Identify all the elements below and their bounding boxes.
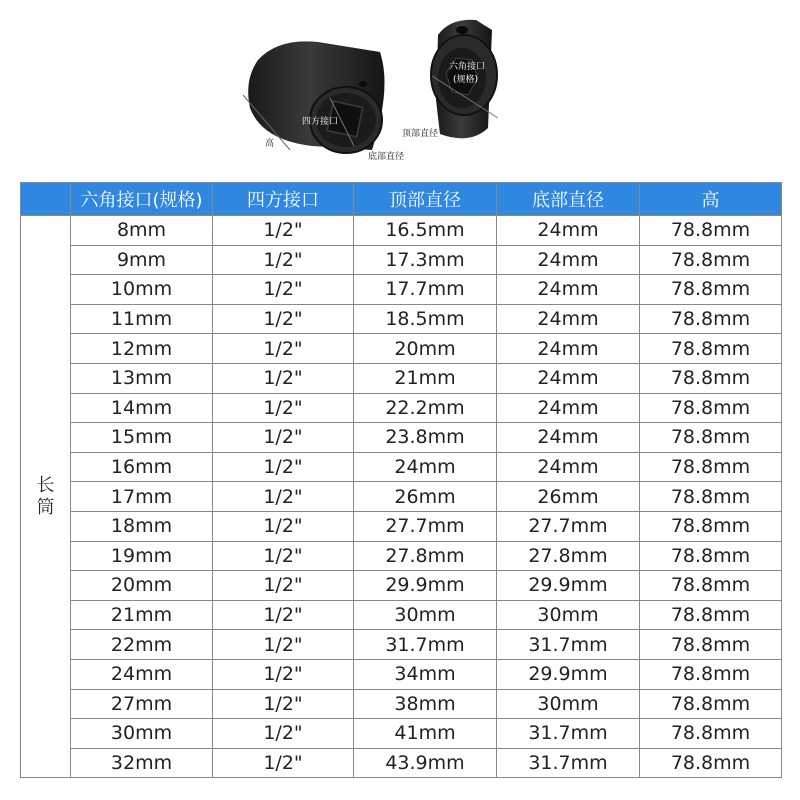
top-diameter-cell: 21mm: [354, 363, 497, 393]
square-drive-cell: 1/2": [213, 541, 354, 571]
square-drive-cell: 1/2": [213, 363, 354, 393]
header-hex-spec: 六角接口(规格): [71, 183, 213, 216]
top-diameter-cell: 20mm: [354, 334, 497, 364]
table-row: [21, 334, 782, 364]
bottom-diameter-cell: 31.7mm: [497, 748, 640, 778]
hex-spec-cell: 24mm: [71, 659, 213, 689]
height-cell: 78.8mm: [640, 630, 782, 660]
square-drive-cell: 1/2": [213, 571, 354, 601]
table-header-row: [21, 183, 782, 216]
header-height: 高: [640, 183, 782, 216]
top-diameter-cell: 22.2mm: [354, 393, 497, 423]
square-drive-cell: 1/2": [213, 334, 354, 364]
square-drive-cell: 1/2": [213, 245, 354, 275]
top-diameter-cell: 27.8mm: [354, 541, 497, 571]
square-drive-cell: 1/2": [213, 304, 354, 334]
label-spec: (规格): [453, 75, 479, 85]
bottom-diameter-cell: 24mm: [497, 245, 640, 275]
hex-spec-cell: 17mm: [71, 482, 213, 512]
bottom-diameter-cell: 24mm: [497, 334, 640, 364]
top-diameter-cell: 18.5mm: [354, 304, 497, 334]
bottom-diameter-cell: 24mm: [497, 393, 640, 423]
square-drive-cell: 1/2": [213, 275, 354, 305]
square-drive-cell: 1/2": [213, 393, 354, 423]
square-drive-cell: 1/2": [213, 423, 354, 453]
table-row: [21, 363, 782, 393]
table-row: [21, 689, 782, 719]
height-cell: 78.8mm: [640, 571, 782, 601]
label-square-drive: 四方接口: [302, 117, 339, 127]
hex-spec-cell: 32mm: [71, 748, 213, 778]
square-drive-cell: 1/2": [213, 689, 354, 719]
table-row: [21, 304, 782, 334]
table-row: [21, 275, 782, 305]
top-diameter-cell: 31.7mm: [354, 630, 497, 660]
height-cell: 78.8mm: [640, 482, 782, 512]
height-cell: 78.8mm: [640, 304, 782, 334]
bottom-diameter-cell: 24mm: [497, 423, 640, 453]
table-row: [21, 482, 782, 512]
top-diameter-cell: 17.7mm: [354, 275, 497, 305]
square-drive-cell: 1/2": [213, 511, 354, 541]
table-row: [21, 511, 782, 541]
top-diameter-cell: 26mm: [354, 482, 497, 512]
bottom-diameter-cell: 29.9mm: [497, 571, 640, 601]
table-row: [21, 571, 782, 601]
bottom-diameter-cell: 29.9mm: [497, 659, 640, 689]
hex-spec-cell: 11mm: [71, 304, 213, 334]
height-cell: 78.8mm: [640, 659, 782, 689]
square-drive-cell: 1/2": [213, 630, 354, 660]
header-bottom-diameter: 底部直径: [497, 183, 640, 216]
hex-spec-cell: 27mm: [71, 689, 213, 719]
height-cell: 78.8mm: [640, 689, 782, 719]
bottom-diameter-cell: 24mm: [497, 363, 640, 393]
top-diameter-cell: 38mm: [354, 689, 497, 719]
height-cell: 78.8mm: [640, 245, 782, 275]
hex-spec-cell: 19mm: [71, 541, 213, 571]
bottom-diameter-cell: 26mm: [497, 482, 640, 512]
hex-spec-cell: 13mm: [71, 363, 213, 393]
hex-spec-cell: 21mm: [71, 600, 213, 630]
bottom-diameter-cell: 24mm: [497, 275, 640, 305]
bottom-diameter-cell: 30mm: [497, 689, 640, 719]
top-diameter-cell: 16.5mm: [354, 216, 497, 246]
square-drive-cell: 1/2": [213, 482, 354, 512]
hex-spec-cell: 20mm: [71, 571, 213, 601]
height-cell: 78.8mm: [640, 748, 782, 778]
table-row: [21, 245, 782, 275]
height-cell: 78.8mm: [640, 393, 782, 423]
height-cell: 78.8mm: [640, 334, 782, 364]
hex-spec-cell: 8mm: [71, 216, 213, 246]
bottom-diameter-cell: 31.7mm: [497, 630, 640, 660]
hex-spec-cell: 9mm: [71, 245, 213, 275]
hex-spec-cell: 30mm: [71, 719, 213, 749]
height-cell: 78.8mm: [640, 216, 782, 246]
bottom-diameter-cell: 31.7mm: [497, 719, 640, 749]
hex-spec-cell: 22mm: [71, 630, 213, 660]
header-square-drive: 四方接口: [213, 183, 354, 216]
group-label-char: 长: [36, 474, 55, 496]
square-drive-cell: 1/2": [213, 600, 354, 630]
top-diameter-cell: 34mm: [354, 659, 497, 689]
square-drive-cell: 1/2": [213, 216, 354, 246]
hex-spec-cell: 10mm: [71, 275, 213, 305]
group-label-char: 筒: [36, 496, 55, 518]
table-row: [21, 541, 782, 571]
top-diameter-cell: 27.7mm: [354, 511, 497, 541]
bottom-diameter-cell: 24mm: [497, 452, 640, 482]
hex-spec-cell: 14mm: [71, 393, 213, 423]
height-cell: 78.8mm: [640, 363, 782, 393]
top-diameter-cell: 30mm: [354, 600, 497, 630]
table-row: [21, 748, 782, 778]
height-cell: 78.8mm: [640, 719, 782, 749]
height-cell: 78.8mm: [640, 452, 782, 482]
height-cell: 78.8mm: [640, 275, 782, 305]
height-cell: 78.8mm: [640, 511, 782, 541]
height-cell: 78.8mm: [640, 541, 782, 571]
table-row: [21, 393, 782, 423]
table-row: [21, 423, 782, 453]
label-hex-port: 六角接口: [449, 62, 486, 72]
top-diameter-cell: 43.9mm: [354, 748, 497, 778]
table-row: [21, 216, 782, 246]
label-height: 高: [265, 139, 275, 149]
label-bottom-diameter: 底部直径: [368, 152, 405, 162]
label-top-diameter: 顶部直径: [402, 129, 439, 139]
top-diameter-cell: 23.8mm: [354, 423, 497, 453]
square-drive-cell: 1/2": [213, 659, 354, 689]
square-drive-cell: 1/2": [213, 748, 354, 778]
bottom-diameter-cell: 27.7mm: [497, 511, 640, 541]
hex-spec-cell: 15mm: [71, 423, 213, 453]
hex-spec-cell: 12mm: [71, 334, 213, 364]
bottom-diameter-cell: 24mm: [497, 304, 640, 334]
spec-table: [20, 182, 782, 778]
square-drive-cell: 1/2": [213, 452, 354, 482]
bottom-diameter-cell: 27.8mm: [497, 541, 640, 571]
top-diameter-cell: 24mm: [354, 452, 497, 482]
bottom-diameter-cell: 24mm: [497, 216, 640, 246]
table-row: [21, 630, 782, 660]
height-cell: 78.8mm: [640, 600, 782, 630]
table-body: [21, 216, 782, 778]
table-row: [21, 452, 782, 482]
table-row: [21, 600, 782, 630]
top-diameter-cell: 29.9mm: [354, 571, 497, 601]
hex-spec-cell: 16mm: [71, 452, 213, 482]
product-diagram: [0, 0, 800, 175]
table-row: [21, 659, 782, 689]
top-diameter-cell: 41mm: [354, 719, 497, 749]
header-corner: [21, 183, 71, 216]
height-cell: 78.8mm: [640, 423, 782, 453]
left-socket-image: [243, 41, 385, 153]
group-label-cell: [21, 216, 71, 778]
bottom-diameter-cell: 30mm: [497, 600, 640, 630]
top-diameter-cell: 17.3mm: [354, 245, 497, 275]
header-top-diameter: 顶部直径: [354, 183, 497, 216]
square-drive-cell: 1/2": [213, 719, 354, 749]
table-row: [21, 719, 782, 749]
hex-spec-cell: 18mm: [71, 511, 213, 541]
